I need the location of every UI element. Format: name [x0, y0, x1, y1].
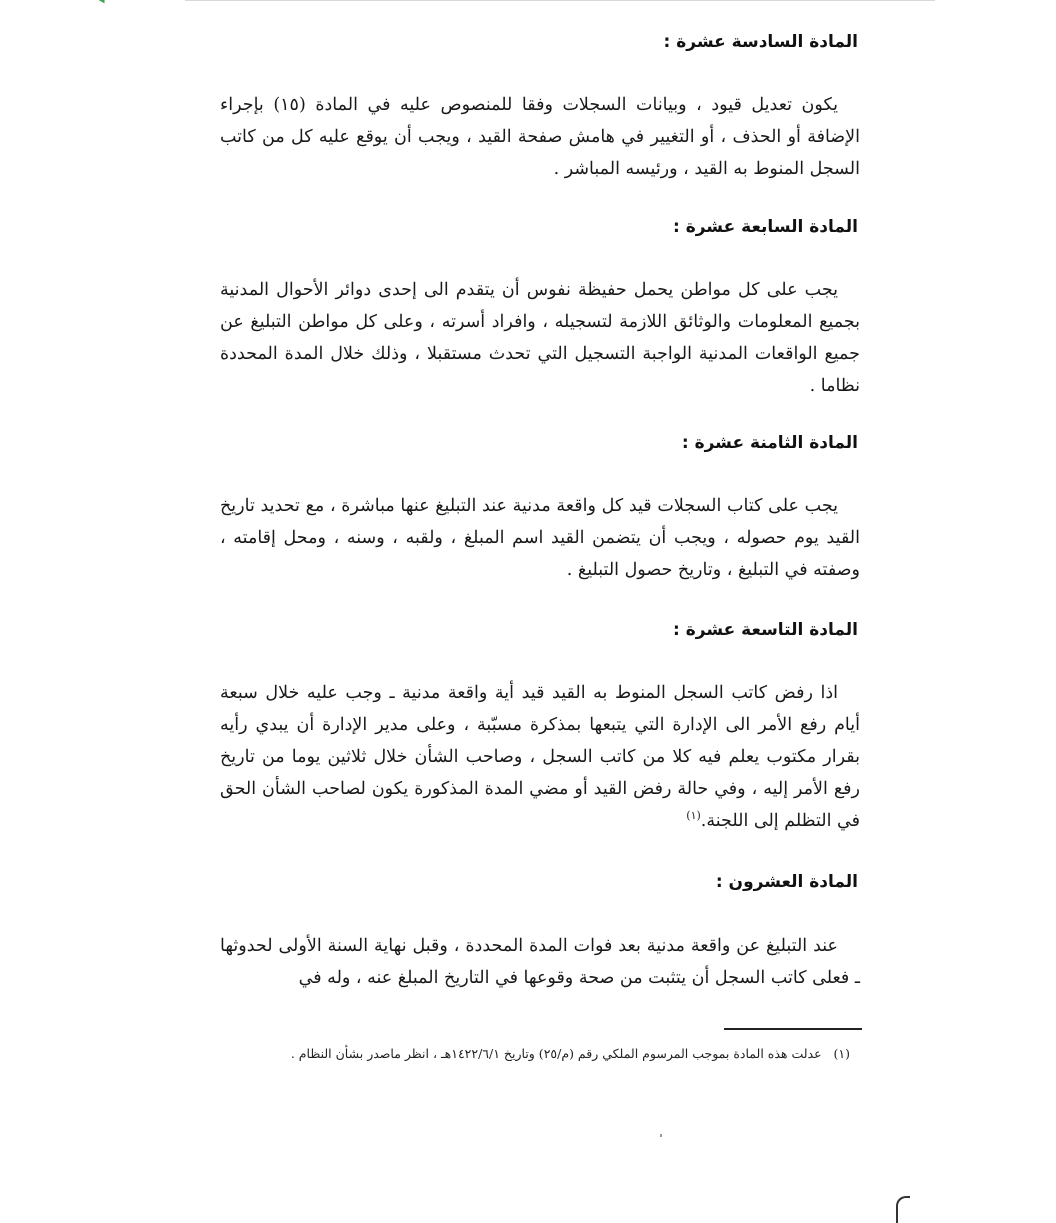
top-border-line	[185, 0, 935, 1]
footnote-marker: (١)	[833, 1046, 850, 1061]
footnote-reference[interactable]: (١)	[686, 809, 701, 823]
page-edge-mark	[896, 1196, 910, 1223]
article-17-text: يجب على كل مواطن يحمل حفيظة نفوس أن يتقدم الى إحدى دوائر الأحوال المدنية بجميع المعلومات والوثائق اللازمة لتسجيله ، وافراد أسرته ، وعلى كل مواطن التبليغ عن جميع الواقعات المدنية الواجبة التسجيل التي تحدث مستقبلا ، وذلك خلال المدة المحددة نظاما .	[220, 280, 860, 396]
article-19-heading: المادة التاسعة عشرة :	[673, 620, 858, 640]
scan-dot	[660, 1134, 662, 1137]
article-20-body	[220, 930, 860, 994]
article-19-text: اذا رفض كاتب السجل المنوط به القيد قيد أية واقعة مدنية ـ وجب عليه خلال سبعة أيام رفع الأمر الى الإدارة التي يتبعها بمذكرة مسبّبة ، وعلى مدير الإدارة أن يبدي رأيه بقرار مكتوب يعلم فيه كلا من كاتب السجل ، وصاحب الشأن خلال ثلاثين يوما من تاريخ رفع الأمر إليه ، وفي حالة رفض القيد أو مضي المدة المذكورة يكون لصاحب الشأن الحق في التظلم إلى اللجنة.	[220, 683, 860, 831]
article-19-body	[220, 677, 860, 837]
footnote-text: عدلت هذه المادة بموجب المرسوم الملكي رقم (م/٢٥) وتاريخ ١٤٢٢/٦/١هـ ، انظر ماصدر بشأن النظام .	[290, 1046, 822, 1061]
footnote-separator	[724, 1028, 862, 1030]
article-17-body	[220, 274, 860, 402]
article-20-text: عند التبليغ عن واقعة مدنية بعد فوات المدة المحددة ، وقبل نهاية السنة الأولى لحدوثها ـ فعلى كاتب السجل أن يتثبت من صحة وقوعها في التاريخ المبلغ عنه ، وله في	[220, 936, 860, 988]
article-18-heading: المادة الثامنة عشرة :	[681, 433, 858, 453]
article-17-heading: المادة السابعة عشرة :	[672, 217, 858, 237]
green-corner-mark	[94, 0, 109, 6]
article-20-heading: المادة العشرون :	[715, 872, 858, 892]
article-16-text: يكون تعديل قيود ، وبيانات السجلات وفقا للمنصوص عليه في المادة (١٥) بإجراء الإضافة أو الحذف ، أو التغيير في هامش صفحة القيد ، ويجب أن يوقع عليه كل من كاتب السجل المنوط به القيد ، ورئيسه المباشر .	[220, 95, 860, 179]
article-18-text: يجب على كتاب السجلات قيد كل واقعة مدنية عند التبليغ عنها مباشرة ، مع تحديد تاريخ القيد يوم حصوله ، ويجب أن يتضمن القيد اسم المبلغ ، ولقبه ، وسنه ، ومحل إقامته ، وصفته في التبليغ ، وتاريخ حصول التبليغ .	[220, 496, 860, 580]
article-16-body	[220, 89, 860, 185]
article-16-heading: المادة السادسة عشرة :	[663, 32, 858, 52]
footnote	[291, 1046, 850, 1061]
article-18-body	[220, 490, 860, 586]
